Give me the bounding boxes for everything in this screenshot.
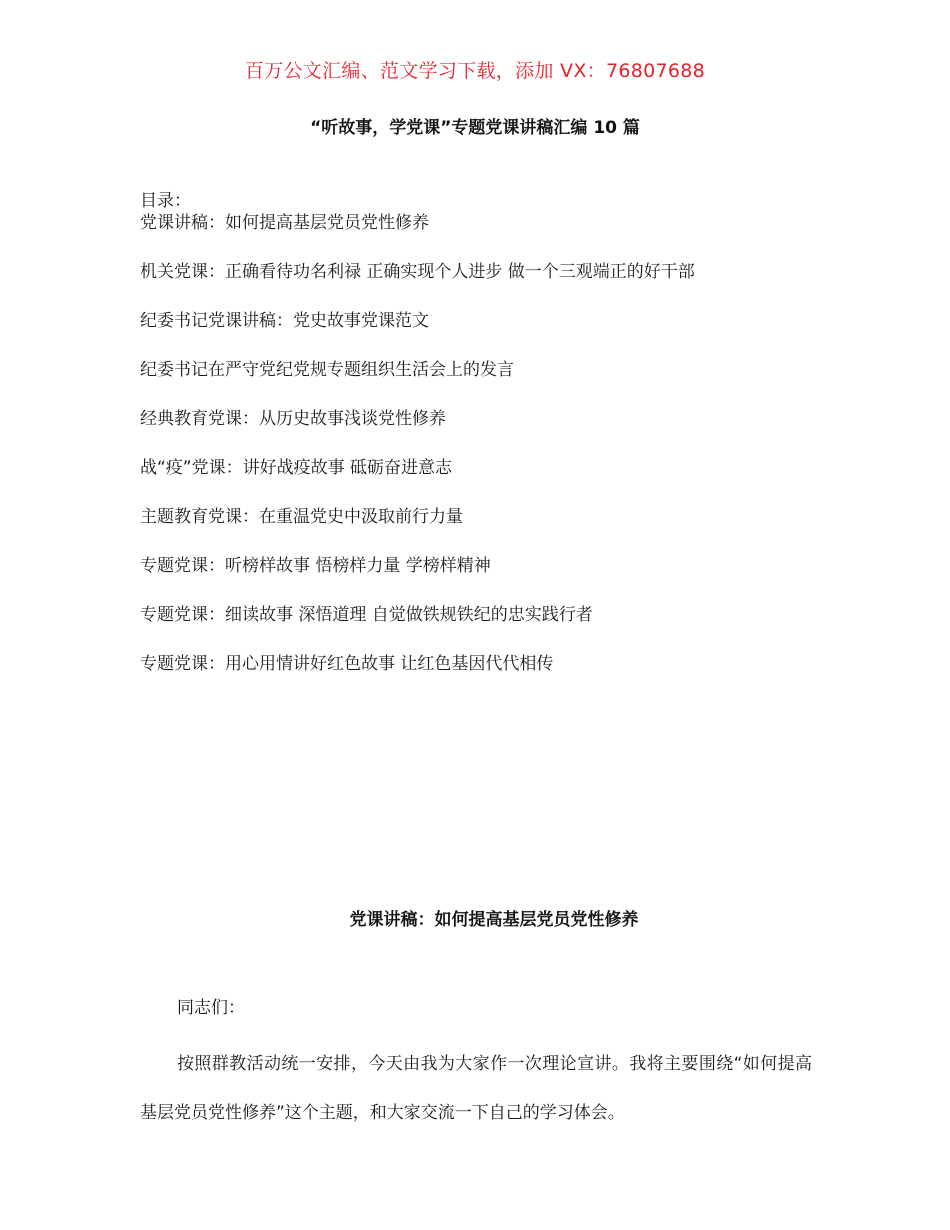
greeting: 同志们： — [177, 998, 245, 1018]
toc-item: 党课讲稿：如何提高基层党员党性修养 — [140, 213, 429, 233]
toc-item: 专题党课：听榜样故事 悟榜样力量 学榜样精神 — [140, 556, 491, 576]
toc-item: 机关党课：正确看待功名利禄 正确实现个人进步 做一个三观端正的好干部 — [140, 262, 695, 282]
toc-item: 专题党课：细读故事 深悟道理 自觉做铁规铁纪的忠实践行者 — [140, 605, 593, 625]
body-paragraph: 按照群教活动统一安排，今天由我为大家作一次理论宣讲。我将主要围绕“如何提高基层党员党性修养”这个主题，和大家交流一下自己的学习体会。 — [140, 1054, 812, 1123]
toc-item: 经典教育党课：从历史故事浅谈党性修养 — [140, 409, 446, 429]
table-of-contents — [140, 210, 840, 700]
document-title: “听故事，学党课”专题党课讲稿汇编 10 篇 — [310, 118, 640, 138]
toc-item: 纪委书记党课讲稿：党史故事党课范文 — [140, 311, 429, 331]
section-title: 党课讲稿：如何提高基层党员党性修养 — [349, 910, 639, 930]
toc-item: 战“疫”党课：讲好战疫故事 砥砺奋进意志 — [140, 458, 453, 478]
toc-item: 主题教育党课：在重温党史中汲取前行力量 — [140, 507, 463, 527]
toc-item: 专题党课：用心用情讲好红色故事 让红色基因代代相传 — [140, 654, 554, 674]
toc-item: 纪委书记在严守党纪党规专题组织生活会上的发言 — [140, 360, 514, 380]
promo-banner: 百万公文汇编、范文学习下载，添加 VX：76807688 — [244, 60, 706, 82]
toc-heading: 目录： — [140, 191, 191, 211]
